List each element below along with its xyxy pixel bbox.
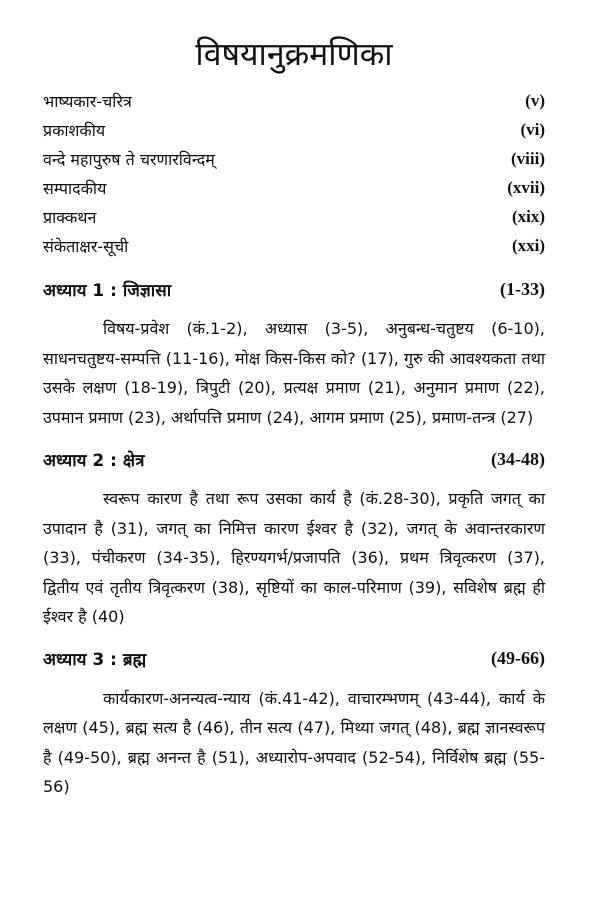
chapter-heading (43, 444, 545, 474)
entry-label: भाष्यकार-चरित्र (43, 91, 132, 111)
entry-page: (viii) (511, 148, 545, 168)
chapter-heading (43, 274, 545, 304)
chapter-topics: स्वरूप कारण है तथा रूप उसका कार्य है (कं.28-30), प्रकृति जगत् का उपादान है (31), जगत् का निमित्त कारण ईश्वर है (32), जगत् के अवान्तरकारण (33), पंचीकरण (34-35), हिरण्यगर्भ/प्रजापति (36), प्रथम त्रिवृत्करण (37), द्वितीय एवं तृतीय त्रिवृत्करण (38), सृष्टियों का काल-परिमाण (39), सविशेष ब्रह्म ही ईश्वर है (40) (43, 489, 545, 626)
toc-entry (43, 231, 545, 260)
chapter-topics: कार्यकारण-अनन्यत्व-न्याय (कं.41-42), वाचारम्भणम् (43-44), कार्य के लक्षण (45), ब्रह्म सत्य है (46), तीन सत्य (47), मिथ्या जगत् (48), ब्रह्म ज्ञानस्वरूप है (49-50), ब्रह्म अनन्त है (51), अध्यारोप-अपवाद (52-54), निर्विशेष ब्रह्म (55-56) (43, 688, 545, 796)
front-matter-list (43, 86, 545, 260)
chapter-topics: विषय-प्रवेश (कं.1-2), अध्यास (3-5), अनुबन्ध-चतुष्टय (6-10), साधनचतुष्टय-सम्पत्ति (11-16), मोक्ष किस-किस को? (17), गुरु की आवश्यकता तथा उसके लक्षण (18-19), त्रिपुटी (20), प्रत्यक्ष प्रमाण (21), अनुमान प्रमाण (22), उपमान प्रमाण (23), अर्थापत्ति प्रमाण (24), आगम प्रमाण (25), प्रमाण-तन्त्र (27) (43, 319, 545, 427)
toc-entry (43, 173, 545, 202)
toc-entry (43, 144, 545, 173)
contents-page (43, 0, 545, 814)
chapter-title: अध्याय 2 : क्षेत्र (43, 450, 145, 471)
chapter-title: अध्याय 3 : ब्रह्म (43, 650, 147, 670)
entry-label: संकेताक्षर-सूची (43, 236, 129, 256)
toc-entry (43, 86, 545, 115)
entry-page: (vi) (520, 119, 545, 139)
entry-label: सम्पादकीय (43, 178, 107, 198)
chapter-title: अध्याय 1 : जिज्ञासा (43, 280, 172, 301)
entry-page: (xxi) (511, 235, 545, 255)
entry-label: वन्दे महापुरुष ते चरणारविन्दम् (43, 149, 215, 169)
entry-page: (xix) (511, 206, 545, 226)
chapter-pages: (49-66) (491, 648, 545, 668)
chapter-pages: (1-33) (500, 278, 545, 299)
page-title: विषयानुक्रमणिका (195, 35, 393, 73)
toc-entry (43, 115, 545, 144)
chapter-pages: (34-48) (491, 448, 545, 469)
entry-page: (xvii) (507, 177, 545, 197)
toc-entry (43, 202, 545, 231)
chapter-heading (43, 644, 545, 674)
entry-page: (v) (525, 90, 545, 110)
entry-label: प्रकाशकीय (43, 120, 106, 140)
entry-label: प्राक्कथन (43, 207, 97, 227)
